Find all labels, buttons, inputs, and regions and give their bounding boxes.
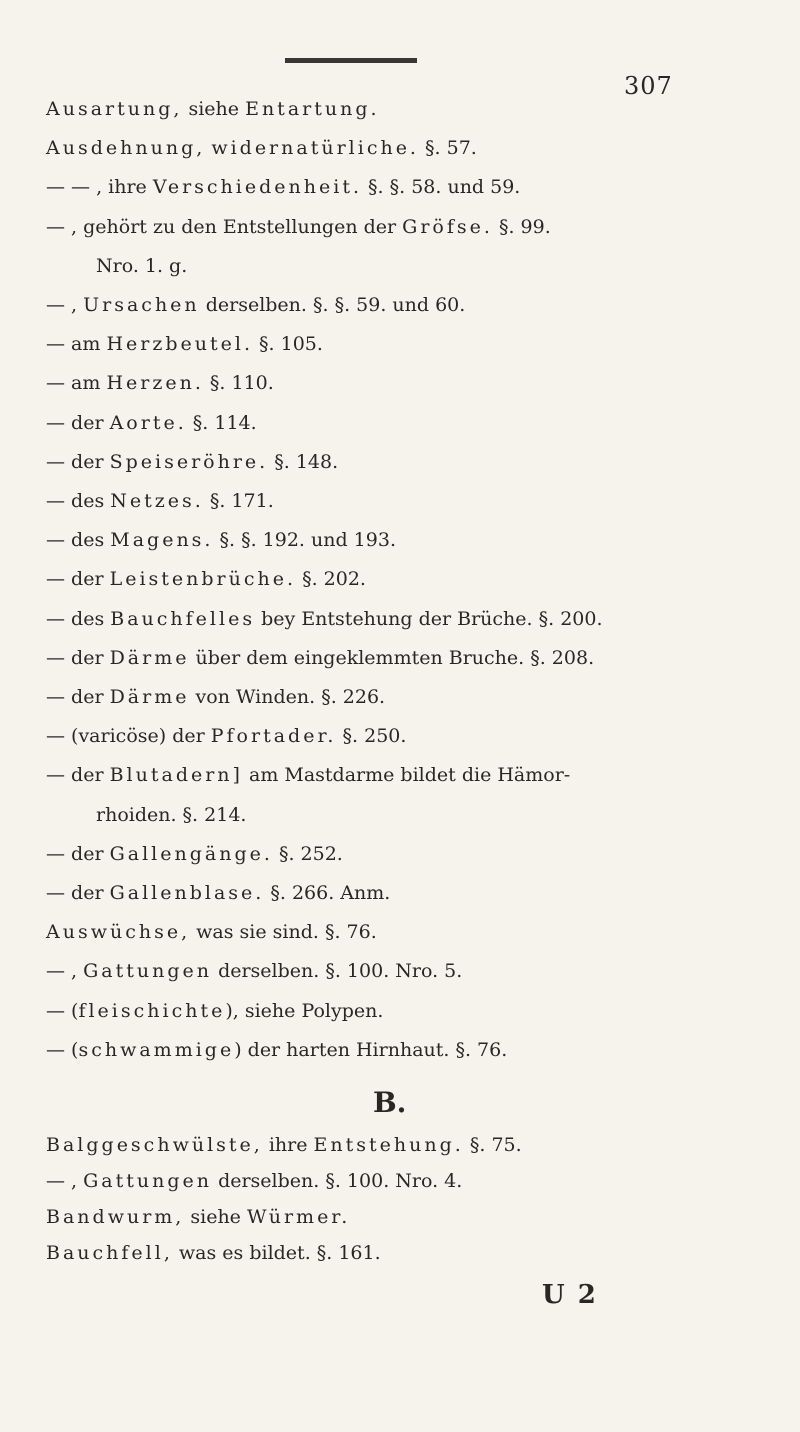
entry-dash: — [46, 568, 65, 591]
entry-term: Entartung. [245, 98, 380, 120]
entry-term: Bauchfelles [110, 607, 256, 630]
header-rule [285, 58, 417, 63]
index-line [46, 135, 477, 161]
entry-text: siehe [182, 98, 246, 120]
entry-text: der [65, 450, 110, 473]
entry-text: ( [65, 999, 79, 1022]
index-line [46, 174, 520, 200]
entry-dash: — [46, 215, 65, 238]
entry-text: , [65, 1170, 84, 1192]
entry-reference: §. §. 58. und 59. [362, 176, 521, 199]
entry-dash: — [46, 1170, 65, 1192]
entry-continuation: Nro. 1. g. [96, 254, 188, 277]
index-line [96, 253, 187, 279]
entry-dash: — [46, 372, 65, 395]
entry-text: , [65, 294, 84, 316]
section-letter: B. [373, 1086, 407, 1119]
entry-term: Speiseröhre. [109, 450, 269, 473]
entry-dash: — [46, 333, 65, 356]
entry-term: Magens. [110, 529, 214, 552]
entry-term: Entstehung. [313, 1134, 464, 1156]
entry-reference: §. 99. [492, 215, 551, 238]
entry-term: Herzen. [106, 372, 204, 395]
entry-reference: derselben. §. 100. Nro. 5. [212, 960, 463, 983]
entry-headword: Bandwurm, [46, 1206, 185, 1228]
index-line [46, 645, 594, 671]
entry-reference: §. 110. [203, 372, 274, 395]
entry-dash: — [46, 294, 65, 316]
entry-term: Leistenbrüche. [109, 568, 297, 591]
entry-continuation: rhoiden. §. 214. [96, 803, 247, 826]
entry-text: der [65, 764, 110, 787]
entry-text: am [65, 333, 107, 356]
entry-text: ( [65, 1038, 79, 1061]
entry-term: Gallenblase. [109, 882, 265, 904]
entry-term: Pfortader. [210, 725, 337, 748]
entry-text: was es bildet. §. 161. [172, 1242, 381, 1264]
index-line [46, 919, 377, 945]
entry-term: widernatürliche. [211, 137, 419, 160]
entry-text: der [65, 882, 110, 904]
entry-reference: am Mastdarme bildet die Hämor- [242, 764, 571, 787]
entry-dash: — [46, 490, 65, 512]
entry-term: Würmer. [246, 1206, 351, 1228]
entry-reference: derselben. §. 100. Nro. 4. [212, 1170, 463, 1192]
entry-term: Herzbeutel. [106, 333, 253, 356]
entry-reference: §. 148. [268, 450, 339, 473]
entry-text: der [65, 686, 110, 708]
index-line [46, 566, 366, 592]
entry-reference: über dem eingeklemmten Bruche. §. 208. [189, 646, 595, 669]
index-line [46, 684, 385, 710]
entry-term: Blutadern] [109, 764, 243, 787]
entry-text: des [65, 607, 111, 630]
entry-text: der [65, 411, 110, 434]
entry-text: ihre [262, 1134, 314, 1156]
entry-reference: §. §. 192. und 193. [213, 529, 396, 552]
index-line [46, 958, 462, 984]
index-line [46, 762, 570, 788]
entry-reference: §. 114. [186, 411, 257, 434]
entry-dash: — [46, 411, 65, 434]
entry-text: , ihre [90, 176, 153, 199]
entry-term: Gattungen [83, 1170, 213, 1192]
index-line [46, 370, 274, 396]
entry-reference: §. 202. [296, 568, 366, 591]
index-line [46, 723, 406, 749]
entry-dash: — [46, 764, 65, 787]
entry-text: am [65, 372, 107, 395]
entry-reference: §. 250. [336, 725, 407, 748]
entry-dash: — [46, 686, 65, 708]
entry-term: Gattungen [83, 960, 213, 983]
entry-reference: §. 171. [203, 490, 274, 512]
entry-dash: — [46, 725, 65, 748]
entry-dash: — [46, 999, 65, 1022]
index-line [46, 1037, 507, 1063]
entry-term: fleischichte [78, 999, 226, 1022]
entry-dash: — — [46, 176, 91, 199]
index-line [46, 292, 465, 318]
entry-reference: §. 266. Anm. [264, 882, 391, 904]
entry-reference: bey Entstehung der Brüche. §. 200. [255, 607, 603, 630]
index-line [46, 96, 380, 122]
index-line [46, 880, 390, 906]
entry-text: (varicöse) der [65, 725, 211, 748]
entry-text: des [65, 529, 111, 552]
entry-reference: ) der harten Hirnhaut. §. 76. [234, 1038, 508, 1061]
entry-text: , gehört zu den Entstellungen der [65, 215, 403, 238]
entry-text: der [65, 568, 110, 591]
index-line [46, 841, 343, 867]
entry-headword: Bauchfell, [46, 1242, 173, 1264]
entry-reference: ), siehe Polypen. [225, 999, 384, 1022]
entry-reference: §. 75. [463, 1134, 522, 1156]
entry-reference: §. 105. [252, 333, 323, 356]
page-number: 307 [624, 72, 673, 100]
entry-reference: §. 252. [272, 842, 343, 865]
entry-reference: §. 57. [418, 137, 477, 160]
entry-headword: Ausartung, [46, 98, 183, 120]
entry-reference: derselben. §. §. 59. und 60. [199, 294, 466, 316]
entry-reference: von Winden. §. 226. [189, 686, 386, 708]
index-line [46, 998, 383, 1024]
entry-dash: — [46, 1038, 65, 1061]
index-b-line [46, 1132, 522, 1158]
entry-headword: Auswüchse, [46, 921, 191, 944]
index-line [46, 214, 551, 240]
entry-dash: — [46, 842, 65, 865]
entry-dash: — [46, 529, 65, 552]
entry-text: was sie sind. §. 76. [190, 921, 377, 944]
entry-headword: Ausdehnung, [46, 137, 206, 160]
index-b-line [46, 1168, 462, 1194]
index-line [46, 606, 603, 632]
entry-dash: — [46, 646, 65, 669]
index-line [46, 331, 323, 357]
entry-term: Verschiedenheit. [152, 176, 362, 199]
entry-term: Därme [109, 686, 190, 708]
entry-term: schwammige [78, 1038, 235, 1061]
entry-term: Gröfse. [402, 215, 493, 238]
entry-dash: — [46, 882, 65, 904]
entry-dash: — [46, 607, 65, 630]
index-line [46, 449, 338, 475]
entry-term: Därme [109, 646, 190, 669]
index-b-line [46, 1240, 381, 1266]
index-line [46, 527, 396, 553]
entry-text: des [65, 490, 111, 512]
entry-text: der [65, 842, 110, 865]
index-line [46, 488, 274, 514]
entry-dash: — [46, 960, 65, 983]
index-line [46, 410, 257, 436]
entry-headword: Balggeschwülste, [46, 1134, 263, 1156]
entry-term: Gallengänge. [109, 842, 273, 865]
entry-term: Aorte. [109, 411, 187, 434]
entry-term: Ursachen [83, 294, 200, 316]
index-line [96, 802, 246, 828]
entry-term: Netzes. [110, 490, 204, 512]
entry-text: siehe [184, 1206, 247, 1228]
signature-mark: U 2 [542, 1280, 598, 1310]
entry-dash: — [46, 450, 65, 473]
index-b-line [46, 1204, 350, 1230]
entry-text: , [65, 960, 84, 983]
entry-text: der [65, 646, 110, 669]
